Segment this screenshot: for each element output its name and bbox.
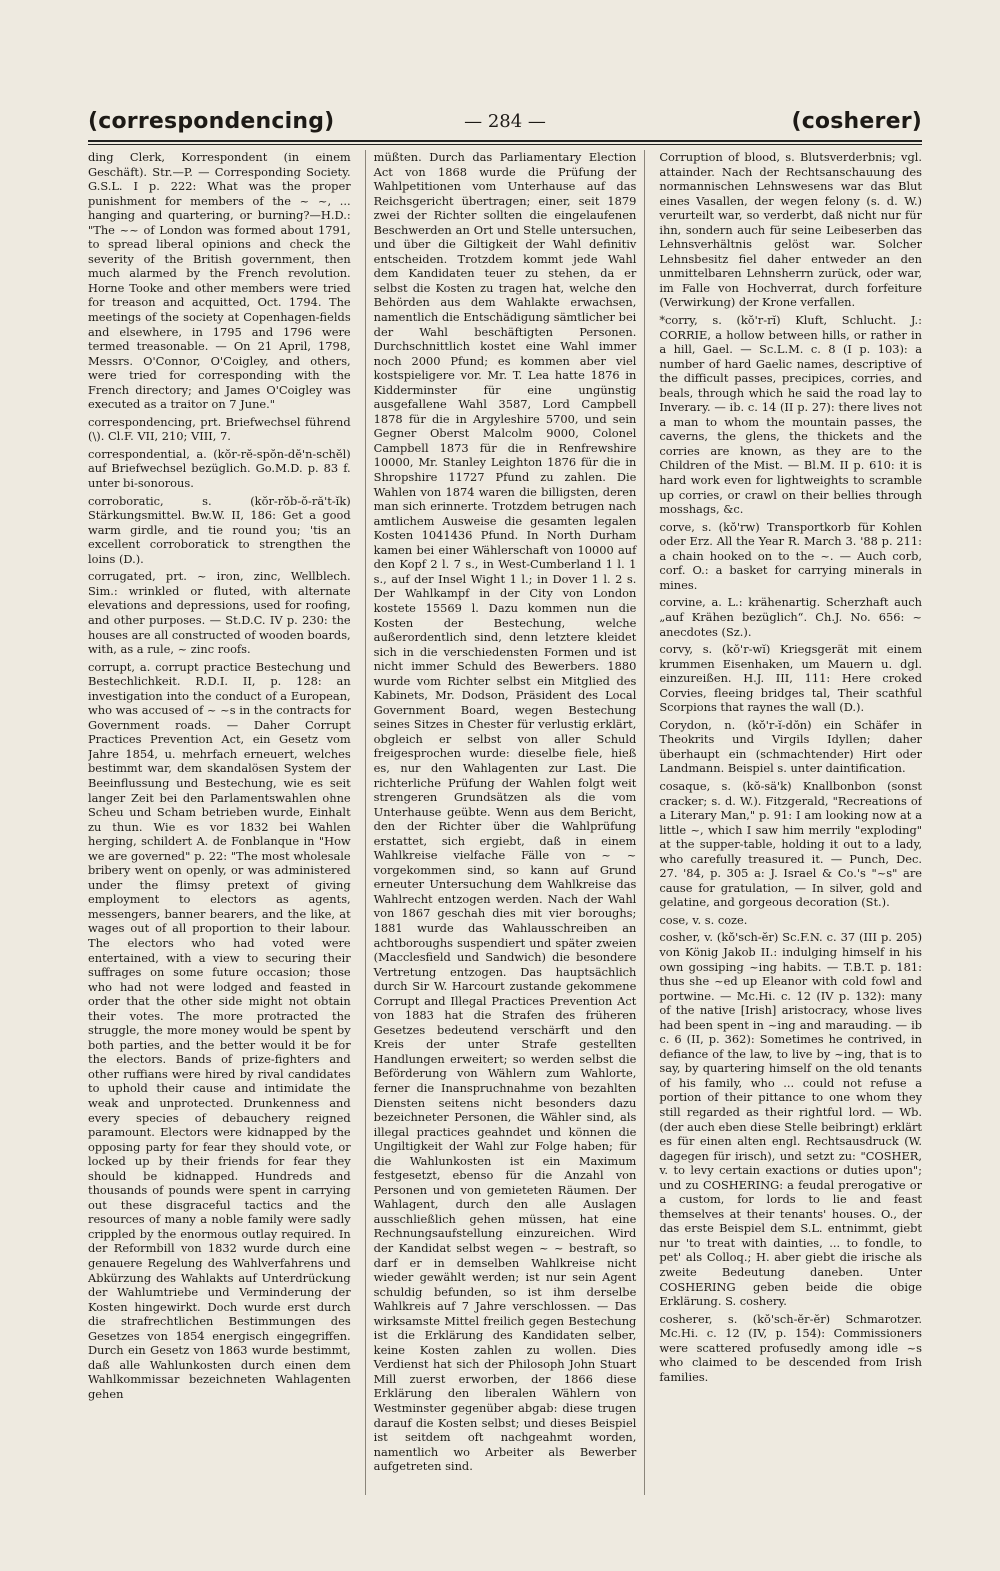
entry: cosher, v. (kŏ'sch-ĕr) Sc.F.N. c. 37 (III p. 205) von König Jakob II.: indulging himself in his own gossiping ~ing habits. — T.B.T. p. 181: thus she ~ed up Eleanor with cold fowl and portwine. — Mc.Hi. c. 12 (IV p. 132): many of the native [Irish] aristocracy, whose lives had been spent in ~ing and marauding. — ib c. 6 (II, p. 362): Sometimes he contrived, in defiance of the law, to live by ~ing, that is to say, by quartering himself on the old tenants of his family, who ... could not refuse a portion of their pittance to one whom they still regarded as their rightful lord. — Wb. (der auch eben diese Stelle beibringt) erklärt es für einen alten engl. Rechtsausdruck (W. dagegen für irisch), und setzt zu: "COSHER, v. to levy certain exactions or duties upon"; und zu COSHERING: a feudal prerogative or a custom, for lords to lie and feast themselves at their tenants' houses. O., der das erste Beispiel dem S.L. entnimmt, giebt nur 'to treat with dainties, ... to fondle, to pet' als Colloq.; H. aber giebt die irische als zweite Bedeutung daneben. Unter COSHERING geben beide die obige Erklärung. S. coshery. [659,930,923,1309]
entry: Corruption of blood, s. Blutsverderbnis; vgl. attainder. Nach der Rechtsanschauung des normannischen Lehnswesens war das Blut eines Vasallen, der wegen felony (s. d. W.) verurteilt war, so verderbt, daß nicht nur für ihn, sondern auch für seine Leibeserben das Lehnsverhältnis gelöst war. Solcher Lehnsbesitz fiel daher entweder an den unmittelbaren Lehnsherrn zurück, oder war, im Falle von Hochverrat, durch forfeiture (Verwirkung) der Krone verfallen. [659,150,923,310]
page-number: — 284 — [464,111,546,132]
header-left-catchword: (correspondencing) [88,109,335,134]
entry: cosherer, s. (kŏ'sch-ĕr-ĕr) Schmarotzer. Mc.Hi. c. 12 (IV, p. 154): Commissioners were scattered profusedly among idle ~s who claimed to be descended from Irish families. [659,1311,923,1384]
column-right [657,150,922,1495]
column-left [88,150,353,1495]
entry: corvine, a. L.: krähenartig. Scherzhaft auch „auf Krähen bezüglich“. Ch.J. No. 656: ~ anecdotes (Sz.). [659,595,923,639]
entry: corve, s. (kŏ'rw) Transportkorb für Kohlen oder Erz. All the Year R. March 3. '88 p. 211: a chain hooked on to the ~. — Auch corb, corf. O.: a basket for carrying minerals in mines. [659,519,923,592]
entry: müßten. Durch das Parliamentary Election Act von 1868 wurde die Prüfung der Wahlpetitionen vom Unterhause auf das Reichsgericht übertragen; einer, seit 1879 zwei der Richter sollten die eingelaufenen Beschwerden an Ort und Stelle untersuchen, und über die Giltigkeit der Wahl definitiv entscheiden. Trotzdem kommt jede Wahl dem Kandidaten teuer zu stehen, da er selbst die Kosten zu tragen hat, welche den Behörden aus dem Wahlakte erwachsen, namentlich die Entschädigung sämtlicher bei der Wahl beschäftigten Personen. Durchschnittlich kostet eine Wahl immer noch 2000 Pfund; es kommen aber viel kostspieligere vor. Mr. T. Lea hatte 1876 in Kidderminster für eine ungünstig ausgefallene Wahl 3587, Lord Campbell 1878 für die in Argyleshire 5700, und sein Gegner Oberst Malcolm 9000, Colonel Campbell 1873 für die in Renfrewshire 10000, Mr. Stanley Leighton 1876 für die in Shropshire 11727 Pfund zu zahlen. Die Wahlen von 1874 waren die billigsten, deren man sich erinnerte. Trotzdem betrugen nach amtlichem Ausweise die gesamten legalen Kosten 1041436 Pfund. In North Durham kamen bei einer Wählerschaft von 10000 auf den Kopf 2 l. 7 s., in West-Cumberland 1 l. 1 s., auf der Insel Wight 1 l.; in Dover 1 l. 2 s. Der Wahlkampf in der City von London kostete 15569 l. Dazu kommen nun die Kosten der Bestechung, welche außerordentlich sind, denn letztere kleidet sich in die verschiedensten Formen und ist nicht immer Schuld des Bewerbers. 1880 wurde vom Richter selbst ein Mitglied des Kabinets, Mr. Dodson, Präsident des Local Government Board, wegen Bestechung seines Sitzes in Chester für verlustig erklärt, obgleich er selbst von aller Schuld freigesprochen wurde: dieselbe fiele, hieß es, nur den Wahlagenten zur Last. Die richterliche Prüfung der Wahlen folgt weit strengeren Grundsätzen als die vom Unterhause geübte. Wenn aus dem Bericht, den der Richter über die Wahlprüfung erstattet, sich ergiebt, daß in einem Wahlkreise vielfache Fälle von ~ ~ vorgekommen sind, so kann auf Grund erneuter Untersuchung dem Wahlkreise das Wahlrecht entzogen werden. Nach der Wahl von 1867 geschah dies mit vier boroughs; 1881 wurde das Wahlausschreiben an achtboroughs suspendiert und später zweien (Macclesfield und Sandwich) die besondere Vertretung entzogen. Das hauptsächlich durch Sir W. Harcourt zustande gekommene Corrupt and Illegal Practices Prevention Act von 1883 hat die Strafen des früheren Gesetzes bedeutend verschärft und den Kreis der unter Strafe gestellten Handlungen erweitert; so werden selbst die Beförderung von Wählern zum Wahlorte, ferner die Inanspruchnahme von bezahlten Diensten seitens nicht besonders dazu bezeichneter Personen, die Wähler sind, als illegal practices geahndet und können die Ungiltigkeit der Wahl zur Folge haben; für die Wahlunkosten ist ein Maximum festgesetzt, ebenso für die Anzahl von Personen und von gemieteten Räumen. Der Wahlagent, durch den alle Auslagen ausschließlich gehen müssen, hat eine Rechnungsaufstellung einzureichen. Wird der Kandidat selbst wegen ~ ~ bestraft, so darf er in demselben Wahlkreise nicht wieder gewählt werden; ist nur sein Agent schuldig befunden, so ist ihm derselbe Wahlkreis auf 7 Jahre verschlossen. — Das wirksamste Mittel freilich gegen Bestechung ist die Erklärung des Kandidaten selber, keine Kosten zahlen zu wollen. Dies Verdienst hat sich der Philosoph John Stuart Mill zuerst erworben, der 1866 diese Erklärung den liberalen Wählern von Westminster gegenüber abgab: diese trugen darauf die Kosten selbst; und dieses Beispiel ist seitdem oft nachgeahmt worden, namentlich wo Arbeiter als Bewerber aufgetreten sind. [373,150,637,1474]
entry: corrupt, a. corrupt practice Bestechung und Bestechlichkeit. R.D.I. II, p. 128: an investigation into the conduct of a European, who was accused of ~ ~s in the contracts for Government roads. — Daher Corrupt Practices Prevention Act, ein Gesetz vom Jahre 1854, u. mehrfach erneuert, welches bestimmt war, dem skandalösen System der Beeinflussung und Bestechung, wie es seit langer Zeit bei den Parlamentswahlen ohne Scheu und Scham betrieben wurde, Einhalt zu thun. Wie es vor 1832 bei Wahlen herging, schildert A. de Fonblanque in "How we are governed" p. 22: "The most wholesale bribery went on openly, or was administered under the flimsy pretext of giving employment to electors as agents, messengers, banner bearers, and the like, at wages out of all proportion to their labour. The electors who had voted were entertained, with a view to securing their suffrages on some future occasion; those who had not were lodged and feasted in order that the other side might not obtain their votes. The more protracted the struggle, the more money would be spent by both parties, and the better would it be for the electors. Bands of prize-fighters and other ruffians were hired by rival candidates to uphold their cause and intimidate the weak and unprotected. Drunkenness and every species of debauchery reigned paramount. Electors were kidnapped by the opposing party for fear they should vote, or locked up by their friends for fear they should be kidnapped. Hundreds and thousands of pounds were spent in carrying out these disgraceful tactics and the resources of many a noble family were sadly crippled by the enormous outlay required. In der Reformbill von 1832 wurde durch eine genauere Regelung des Wahlverfahrens und Abkürzung des Wahlakts auf Unterdrückung der Wahlumtriebe und Verminderung der Kosten hingewirkt. Doch wurde erst durch die strafrechtlichen Bestimmungen des Gesetzes von 1854 energisch eingegriffen. Durch ein Gesetz von 1863 wurde bestimmt, daß alle Wahlunkosten durch einen dem Wahlkommissar bezeichneten Wahlagenten gehen [88,659,351,1401]
text-columns [88,150,922,1495]
entry: correspondential, a. (kŏr-rĕ-spŏn-dĕ'n-schĕl) auf Briefwechsel bezüglich. Go.M.D. p. 83 f. unter bi-sonorous. [88,446,351,491]
entry: corvy, s. (kŏ'r-wĭ) Kriegsgerät mit einem krummen Eisenhaken, um Mauern u. dgl. einzureißen. H.J. III, 111: Here croked Corvies, fleeing bridges tal, Their scathful Scorpions that raynes the wall (D.). [659,642,923,715]
header-right-catchword: (cosherer) [791,109,922,134]
entry: Corydon, n. (kŏ'r-ĭ-dŏn) ein Schäfer in Theokrits und Virgils Idyllen; daher überhaupt ein (schmachtender) Hirt oder Landmann. Beispiel s. unter daintification. [659,717,923,776]
page-header [88,100,922,136]
entry: ding Clerk, Korrespondent (in einem Geschäft). Str.—P. — Corresponding Society. G.S.L. I p. 222: What was the proper punishment for members of the ~ ~, ... hanging and quartering, or burning?—H.D.: "The ~~ of London was formed about 1791, to spread liberal opinions and check the severity of the British government, then much alarmed by the French revolution. Horne Tooke and other members were tried for treason and acquitted, Oct. 1794. The meetings of the society at Copenhagen-fields and elsewhere, in 1795 and 1796 were termed treasonable. — On 21 April, 1798, Messrs. O'Connor, O'Coigley, and others, were tried for corresponding with the French directory; and James O'Coigley was executed as a traitor on 7 June." [88,150,351,412]
entry: cosaque, s. (kŏ-sä'k) Knallbonbon (sonst cracker; s. d. W.). Fitzgerald, "Recreations of a Literary Man," p. 91: I am looking now at a little ~, which I saw him merrily "exploding" at the supper-table, holding it out to a lady, who carefully treasured it. — Punch, Dec. 27. '84, p. 305 a: J. Israel & Co.'s "~s" are cause for gratulation, — In silver, gold and gelatine, and gorgeous decoration (St.). [659,778,923,910]
entry: correspondencing, prt. Briefwechsel führend (\). Cl.F. VII, 210; VIII, 7. [88,414,351,444]
column-middle [365,150,646,1495]
header-rule [88,140,922,145]
entry: corrugated, prt. ~ iron, zinc, Wellblech. Sim.: wrinkled or fluted, with alternate elevations and depressions, used for roofing, and other purposes. — St.D.C. IV p. 230: the houses are all constructed of wooden boards, with, as a rule, ~ zinc roofs. [88,569,351,657]
entry: *corry, s. (kŏ'r-rĭ) Kluft, Schlucht. J.: CORRIE, a hollow between hills, or rather in a hill, Gael. — Sc.L.M. c. 8 (I p. 103): a number of hard Gaelic names, descriptive of the difficult passes, precipices, corries, and beals, through which he said the road lay to Inverary. — ib. c. 14 (II p. 27): there lives not a man to whom the mountain passes, the caverns, the glens, the thickets and the corries are known, as they are to the Children of the Mist. — Bl.M. II p. 610: it is hard work even for lightweights to scramble up corries, or crawl on their bellies through mosshags, &c. [659,313,923,517]
entry: cose, v. s. coze. [659,912,748,927]
entry: corroboratic, s. (kŏr-rŏb-ŏ-ră't-ĭk) Stärkungsmittel. Bw.W. II, 186: Get a good warm girdle, and tie round you; 'tis an excellent corroboratick to strengthen the loins (D.). [88,493,351,566]
